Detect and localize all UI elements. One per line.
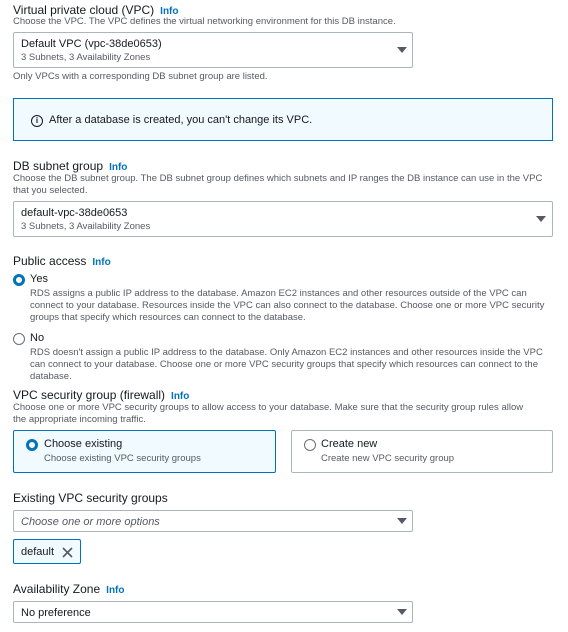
subnet-select-value <box>21 207 150 232</box>
chevron-down-icon <box>397 609 407 615</box>
vpc-hint: Only VPCs with a corresponding DB subnet group are listed. <box>13 71 268 82</box>
availability-zone-info-link[interactable]: Info <box>106 585 125 596</box>
subnet-description: Choose the DB subnet group. The DB subnet group defines which subnets and IP ranges the DB instance can use in the VPC that you selected. <box>13 173 543 196</box>
subnet-selected-text: default-vpc-38de0653 <box>21 207 128 219</box>
vpc-selected-text: Default VPC (vpc-38de0653) <box>21 38 162 50</box>
security-group-label-text: VPC security group (firewall) <box>13 388 166 402</box>
vpc-description: Choose the VPC. The VPC defines the virtual networking environment for this DB instance. <box>13 16 396 27</box>
availability-zone-value: No preference <box>21 607 91 619</box>
create-new-radio[interactable] <box>304 439 316 451</box>
security-group-description: Choose one or more VPC security groups to allow access to your database. Make sure that the security group rules allow the appropriate incoming traffic. <box>13 402 524 425</box>
chevron-down-icon <box>397 518 407 524</box>
security-group-token <box>13 539 81 564</box>
close-icon[interactable] <box>62 547 73 558</box>
create-new-label: Create new <box>321 438 378 450</box>
vpc-alert-text: After a database is created, you can't change its VPC. <box>49 114 313 126</box>
vpc-info-link[interactable]: Info <box>160 6 179 17</box>
public-access-no-desc: RDS doesn't assign a public IP address to the database. Only Amazon EC2 instances and other resources inside the VPC can connect to your database. Choose one or more VPC security groups that specify which resources can connect to the database. <box>30 347 543 382</box>
public-access-label <box>13 254 111 268</box>
subnet-selected-sub: 3 Subnets, 3 Availability Zones <box>21 221 151 232</box>
public-access-yes-radio[interactable] <box>13 274 25 286</box>
existing-groups-label: Existing VPC security groups <box>13 491 168 505</box>
choose-existing-label: Choose existing <box>44 438 123 450</box>
create-new-tile[interactable] <box>291 430 553 473</box>
public-access-yes-desc: RDS assigns a public IP address to the database. Amazon EC2 instances and other resources outside of the VPC can connect to your database. Resources inside the VPC can also connect to the database. Choose one or more VPC security groups that specify which resources can connect to the database. <box>30 288 545 323</box>
public-access-label-text: Public access <box>13 254 87 268</box>
vpc-label-text: Virtual private cloud (VPC) <box>13 3 155 17</box>
availability-zone-label-text: Availability Zone <box>13 582 101 596</box>
choose-existing-radio[interactable] <box>26 439 38 451</box>
subnet-label <box>13 159 127 173</box>
choose-existing-tile[interactable] <box>13 430 276 473</box>
existing-groups-placeholder: Choose one or more options <box>21 516 160 528</box>
vpc-select[interactable] <box>13 32 413 68</box>
existing-groups-select[interactable] <box>13 510 413 532</box>
chevron-down-icon <box>397 47 407 53</box>
public-access-info-link[interactable]: Info <box>92 257 111 268</box>
subnet-info-link[interactable]: Info <box>109 162 128 173</box>
vpc-selected-sub: 3 Subnets, 3 Availability Zones <box>21 52 151 63</box>
security-group-label <box>13 388 189 402</box>
vpc-label <box>13 3 179 17</box>
security-group-info-link[interactable]: Info <box>171 391 190 402</box>
public-access-no-radio[interactable] <box>13 333 25 345</box>
choose-existing-desc: Choose existing VPC security groups <box>44 453 201 464</box>
create-new-desc: Create new VPC security group <box>321 453 455 464</box>
availability-zone-select[interactable] <box>13 601 413 623</box>
subnet-select[interactable] <box>13 201 553 237</box>
vpc-select-value <box>21 38 162 63</box>
token-label: default <box>21 546 55 558</box>
subnet-label-text: DB subnet group <box>13 159 104 173</box>
vpc-alert <box>13 98 553 141</box>
public-access-yes-label[interactable]: Yes <box>30 273 48 285</box>
public-access-no-label[interactable]: No <box>30 332 45 344</box>
info-circle-icon: i <box>31 115 43 127</box>
availability-zone-label <box>13 582 125 596</box>
chevron-down-icon <box>536 216 546 222</box>
